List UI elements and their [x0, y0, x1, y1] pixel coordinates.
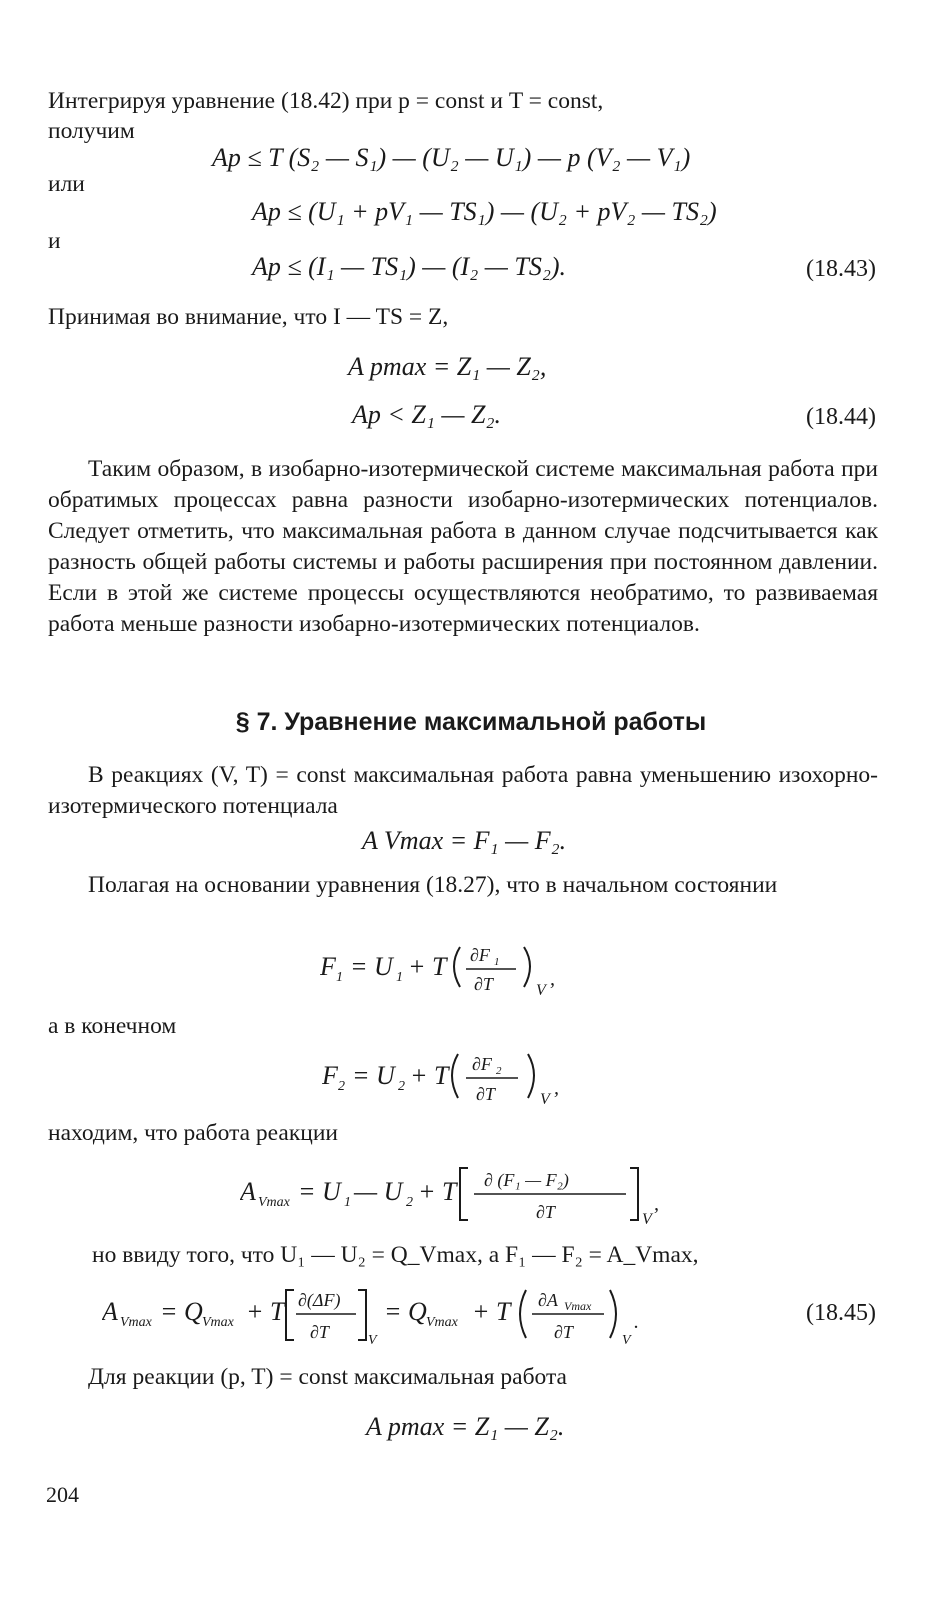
paragraph-intro-line1: Интегрируя уравнение (18.42) при p = const и T = const,: [48, 88, 604, 114]
equation-number-18-43: (18.43): [806, 256, 876, 282]
svg-text:1: 1: [336, 970, 343, 985]
equation-6: A Vmax = F₁ — F₂.: [362, 826, 567, 855]
svg-text:1: 1: [494, 956, 500, 968]
paragraph-reaction-work: находим, что работа реакции: [48, 1120, 338, 1146]
svg-text:2: 2: [398, 1079, 405, 1094]
svg-text:+ T: + T: [410, 1061, 449, 1090]
equation-number-18-45: (18.45): [806, 1300, 876, 1326]
paragraph-intro-line2: получим: [48, 118, 135, 144]
svg-text:∂T: ∂T: [476, 1084, 495, 1104]
svg-text:∂ (F₁ — F₂): ∂ (F₁ — F₂): [484, 1170, 569, 1190]
svg-text:Vmax: Vmax: [564, 1299, 592, 1313]
svg-text:∂T: ∂T: [554, 1322, 573, 1342]
svg-text:Vmax: Vmax: [120, 1315, 152, 1330]
equation-4: A pmax = Z₁ — Z₂,: [348, 352, 547, 381]
equation-2: Ap ≤ (U₁ + pV₁ — TS₁) — (U₂ + pV₂ — TS₂): [252, 197, 717, 226]
equation-5: Ap < Z₁ — Z₂.: [352, 400, 502, 429]
svg-text:V: V: [368, 1333, 377, 1348]
equation-11: A pmax = Z₁ — Z₂.: [366, 1412, 565, 1441]
svg-text:∂F: ∂F: [472, 1054, 492, 1074]
svg-text:V: V: [540, 1091, 550, 1108]
svg-text:V: V: [536, 982, 546, 997]
svg-text:2: 2: [338, 1079, 345, 1094]
svg-text:V: V: [642, 1211, 652, 1228]
svg-text:+ T: + T: [418, 1177, 457, 1206]
equation-1: Ap ≤ T (S₂ — S₁) — (U₂ — U₁) — p (V₂ — V₁): [212, 143, 691, 172]
svg-text:∂A: ∂A: [538, 1290, 558, 1310]
svg-text:= Q: = Q: [160, 1297, 203, 1326]
svg-text:∂T: ∂T: [536, 1202, 555, 1222]
equation-8: [322, 1042, 622, 1108]
svg-text:— U: — U: [354, 1177, 403, 1206]
section-heading: § 7. Уравнение максимальной работы: [235, 708, 707, 736]
svg-text:+ T: + T: [408, 952, 447, 981]
word-and: и: [48, 228, 61, 254]
svg-text:+ T: + T: [472, 1297, 511, 1326]
svg-text:∂F: ∂F: [470, 945, 490, 965]
svg-text:Vmax: Vmax: [258, 1195, 290, 1210]
equation-7: [320, 935, 620, 997]
word-or: или: [48, 171, 85, 197]
equation-number-18-44: (18.44): [806, 404, 876, 430]
equation-9: [240, 1158, 700, 1230]
svg-text:.: .: [634, 1311, 639, 1333]
svg-text:∂T: ∂T: [474, 974, 493, 994]
equation-3: Ap ≤ (I₁ — TS₁) — (I₂ — TS₂).: [252, 252, 567, 281]
paragraph-initial-state: Полагая на основании уравнения (18.27), что в начальном состоянии: [88, 872, 778, 898]
paragraph-given: но ввиду того, что U₁ — U₂ = Q_Vmax, а F₁ — F₂ = A_Vmax,: [92, 1242, 699, 1268]
svg-text:F: F: [322, 1061, 338, 1090]
svg-text:,: ,: [654, 1193, 659, 1215]
svg-text:Vmax: Vmax: [426, 1315, 458, 1330]
page-number: 204: [46, 1482, 79, 1507]
svg-text:= Q: = Q: [384, 1297, 427, 1326]
svg-text:∂(ΔF): ∂(ΔF): [298, 1290, 341, 1310]
svg-text:,: ,: [550, 968, 555, 990]
svg-text:1: 1: [344, 1195, 351, 1210]
svg-text:1: 1: [396, 970, 403, 985]
paragraph-summary: Таким образом, в изобарно-изотермической системе максимальная работа при обратимых процессах равна разности изобарно-изотермических потенциалов. Следует отметить, что максимальная работа в данном случае подсчитывается как разность общей работы системы и работы расширения при постоянном давлении. Если в этой же системе процессы осуществляются необратимо, то развиваемая работа меньше разности изобарно-изотермических потенциалов.: [48, 456, 878, 637]
svg-text:F: F: [320, 952, 336, 981]
svg-text:A: A: [102, 1297, 118, 1326]
svg-text:Vmax: Vmax: [202, 1315, 234, 1330]
svg-text:,: ,: [554, 1077, 559, 1099]
svg-text:+ T: + T: [246, 1297, 285, 1326]
equation-10: [102, 1278, 762, 1350]
svg-text:V: V: [622, 1333, 631, 1348]
paragraph-final-state: а в конечном: [48, 1013, 177, 1039]
svg-text:∂T: ∂T: [310, 1322, 329, 1342]
paragraph-pt: Для реакции (p, T) = const максимальная работа: [88, 1364, 567, 1390]
svg-text:= U: = U: [298, 1177, 341, 1206]
svg-text:2: 2: [406, 1195, 413, 1210]
paragraph-z: Принимая во внимание, что I — TS = Z,: [48, 304, 449, 330]
svg-text:= U: = U: [350, 952, 393, 981]
svg-text:A: A: [240, 1177, 256, 1206]
paragraph-vt: В реакциях (V, T) = const максимальная работа равна уменьшению изохорно-изотермического потенциала: [48, 762, 878, 819]
svg-text:= U: = U: [352, 1061, 395, 1090]
svg-text:2: 2: [496, 1065, 502, 1077]
